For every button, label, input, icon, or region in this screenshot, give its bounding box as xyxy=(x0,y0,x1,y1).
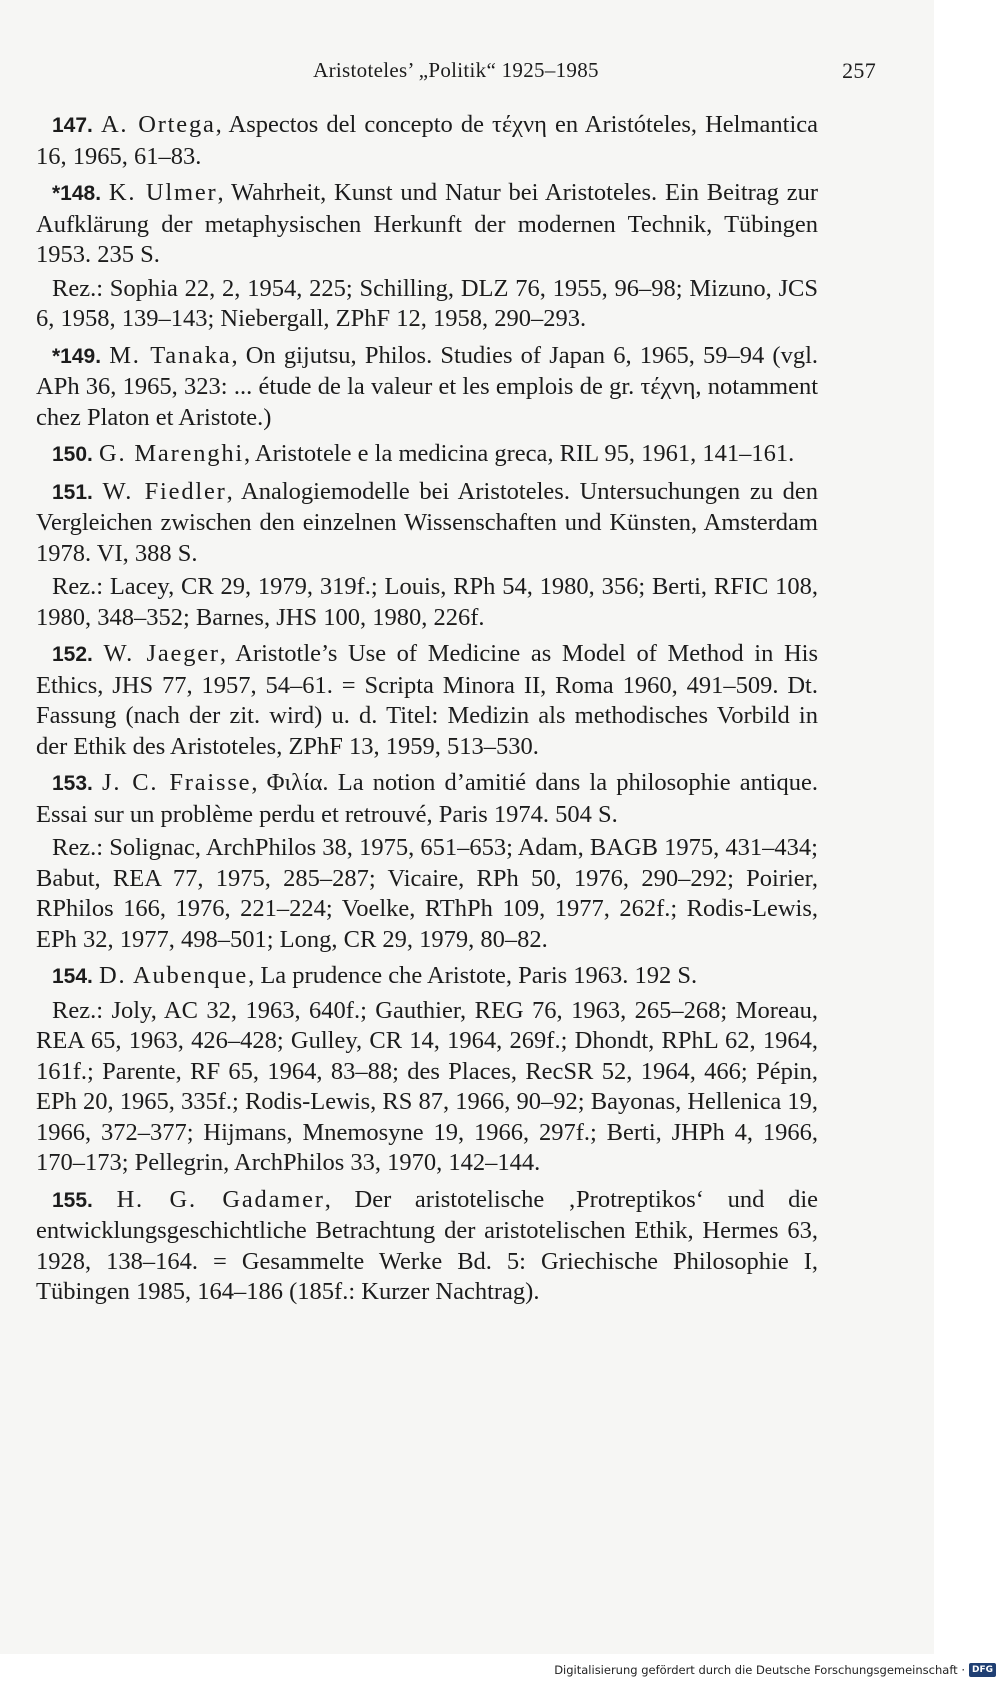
entry-author: A. Ortega xyxy=(100,111,216,138)
entry-text: , Φιλία. La notion d’amitié dans la philosophie antique. Essai sur un problème perdu et retrouvé, Paris 1974. 504 S. xyxy=(36,769,818,828)
entry-number: 155. xyxy=(52,1188,93,1212)
bibliography-entry xyxy=(36,178,818,335)
bibliography-entry xyxy=(36,439,818,471)
entry-number: *149. xyxy=(52,344,102,368)
entry-text: , Aristotele e la medicina greca, RIL 95, 1961, 141–161. xyxy=(244,440,795,467)
bibliography-entry xyxy=(36,768,818,955)
entry-text: , Wahrheit, Kunst und Natur bei Aristoteles. Ein Beitrag zur Aufklärung der metaphysischen Herkunft der modernen Technik, Tübingen 1953. 235 S. xyxy=(36,179,819,268)
entry-text: , Aspectos del concepto de τέχνη en Aristóteles, Helmantica 16, 1965, 61–83. xyxy=(36,111,819,170)
entry-author: M. Tanaka xyxy=(109,341,232,369)
entry-author: W. Fiedler xyxy=(102,477,227,505)
entry-text: , La prudence che Aristote, Paris 1963. 192 S. xyxy=(248,962,698,989)
entry-author: J. C. Fraisse xyxy=(102,769,252,796)
bibliography-entry xyxy=(36,110,818,172)
entry-number: 152. xyxy=(52,643,93,666)
entry-number: 151. xyxy=(52,480,93,504)
bibliography-entry xyxy=(36,639,818,762)
bibliography-entry xyxy=(36,961,818,1179)
page-number: 257 xyxy=(842,58,876,83)
entry-reviews: Rez.: Lacey, CR 29, 1979, 319f.; Louis, RPh 54, 1980, 356; Berti, RFIC 108, 1980, 348–352; Barnes, JHS 100, 1980, 226f. xyxy=(36,573,818,631)
entry-author: W. Jaeger xyxy=(103,640,220,667)
bibliography-entry xyxy=(36,341,818,434)
entry-number: 154. xyxy=(52,965,93,988)
entry-text: , Der aristotelische ‚Protreptikos‘ und die entwicklungsgeschichtliche Betrachtung der aristotelischen Ethik, Hermes 63, 1928, 138–164. = Gesammelte Werke Bd. 5: Griechische Philosophie I, Tübingen 1985, 164–186 (185f.: Kurzer Nachtrag). xyxy=(36,1185,818,1305)
entry-reviews: Rez.: Joly, AC 32, 1963, 640f.; Gauthier, REG 76, 1963, 265–268; Moreau, REA 65, 1963, 426–428; Gulley, CR 14, 1964, 269f.; Dhondt, RPhL 62, 1964, 161f.; Parente, RF 65, 1964, 83–88; des Places, RecSR 52, 1964, 466; Pépin, EPh 20, 1965, 335f.; Rodis-Lewis, RS 87, 1966, 90–92; Bayonas, Hellenica 19, 1966, 372–377; Hijmans, Mnemosyne 19, 1966, 297f.; Berti, JHPh 4, 1966, 170–173; Pellegrin, ArchPhilos 33, 1970, 142–144. xyxy=(36,996,818,1176)
entry-text: , Aristotle’s Use of Medicine as Model of Method in His Ethics, JHS 77, 1957, 54–61. = Scripta Minora II, Roma 1960, 491–509. Dt. Fassung (nach der zit. wird) u. d. Titel: Medizin als methodisches Vorbild in der Ethik des Aristoteles, ZPhF 13, 1959, 513–530. xyxy=(36,640,818,760)
entry-number: 150. xyxy=(52,443,93,466)
entry-author: K. Ulmer xyxy=(108,179,218,206)
credit-text: Digitalisierung gefördert durch die Deutsche Forschungsgemeinschaft · xyxy=(554,1663,965,1677)
entry-text: , Analogiemodelle bei Aristoteles. Untersuchungen zu den Vergleichen zwischen den einzelnen Wissenschaften und Künsten, Amsterdam 1978. VI, 388 S. xyxy=(36,477,818,567)
dfg-logo-icon: DFG xyxy=(969,1663,996,1677)
bibliography-entry xyxy=(36,477,818,634)
entry-author: H. G. Gadamer xyxy=(116,1185,325,1213)
running-header xyxy=(36,58,876,94)
bibliography-entry xyxy=(36,1185,818,1308)
entry-reviews: Rez.: Sophia 22, 2, 1954, 225; Schilling, DLZ 76, 1955, 96–98; Mizuno, JCS 6, 1958, 139–143; Niebergall, ZPhF 12, 1958, 290–293. xyxy=(36,274,818,332)
bibliography-list xyxy=(36,110,818,1314)
entry-number: *148. xyxy=(52,182,102,205)
digitization-credit xyxy=(554,1659,996,1681)
entry-number: 153. xyxy=(52,772,93,795)
entry-reviews: Rez.: Solignac, ArchPhilos 38, 1975, 651–653; Adam, BAGB 1975, 431–434; Babut, REA 77, 1975, 285–287; Vicaire, RPh 50, 1976, 290–292; Poirier, RPhilos 166, 1976, 221–224; Voelke, RThPh 109, 1977, 262f.; Rodis-Lewis, EPh 32, 1977, 498–501; Long, CR 29, 1979, 80–82. xyxy=(36,834,818,953)
entry-author: G. Marenghi xyxy=(99,440,244,467)
entry-number: 147. xyxy=(52,114,93,137)
entry-author: D. Aubenque xyxy=(99,962,249,989)
entry-text: , On gijutsu, Philos. Studies of Japan 6, 1965, 59–94 (vgl. APh 36, 1965, 323: ... étude de la valeur et les emplois de gr. τέχνη, notamment chez Platon et Aristote.) xyxy=(36,341,819,431)
running-title: Aristoteles’ „Politik“ 1925–1985 xyxy=(313,58,599,82)
